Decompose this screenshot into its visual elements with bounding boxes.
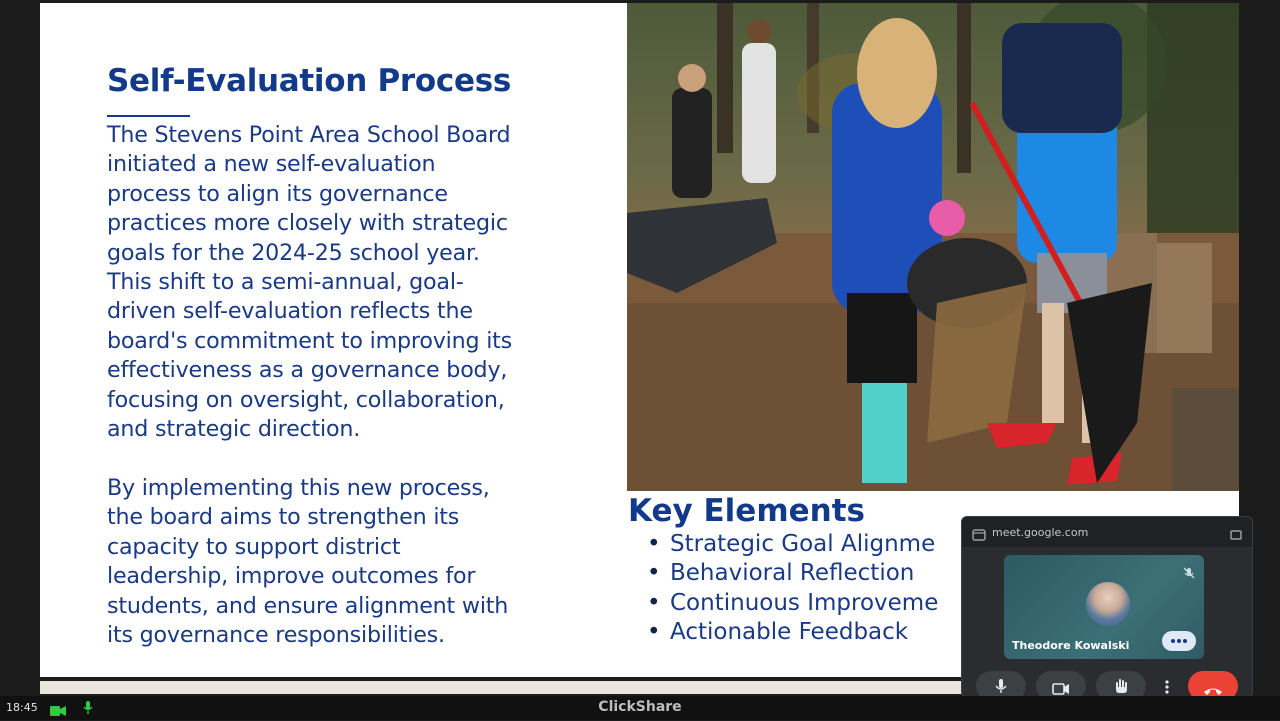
- list-item: [647, 559, 938, 588]
- more-vert-icon: [1165, 679, 1169, 693]
- participant-name: Theodore Kowalski: [1012, 639, 1130, 652]
- taskbar: [0, 696, 1280, 720]
- slide-title: Self-Evaluation Process: [107, 63, 512, 99]
- tab-icon: [972, 526, 986, 538]
- mic-off-icon: [1182, 565, 1196, 579]
- paragraph-line: The Stevens Point Area School Board: [107, 122, 511, 148]
- list-item: [647, 618, 938, 647]
- mic-button[interactable]: [976, 671, 1026, 698]
- paragraph-line: practices more closely with strategic: [107, 210, 508, 237]
- list-item: [647, 530, 938, 559]
- bullet-icon: •: [647, 560, 661, 587]
- bullet-icon: •: [647, 531, 661, 557]
- paragraph-line: its governance responsibilities.: [107, 622, 445, 649]
- more-icon[interactable]: [1162, 631, 1196, 651]
- key-element-text: Strategic Goal Alignme: [670, 531, 936, 557]
- meet-url: meet.google.com: [992, 525, 1089, 539]
- more-options-button[interactable]: [1156, 671, 1178, 698]
- key-element-text: Behavioral Reflection: [670, 560, 915, 587]
- paragraph-line: leadership, improve outcomes for: [107, 563, 476, 590]
- title-underline: [107, 115, 190, 117]
- raise-hand-button[interactable]: [1096, 671, 1146, 698]
- call-controls: [962, 667, 1252, 697]
- paragraph-line: board's commitment to improving its: [107, 327, 513, 354]
- key-elements-heading: Key Elements: [628, 493, 865, 529]
- paragraph-line: By implementing this new process,: [107, 475, 490, 501]
- key-elements-list: [647, 530, 938, 648]
- paragraph-line: initiated a new self-evaluation: [107, 151, 436, 178]
- key-element-text: Actionable Feedback: [670, 619, 909, 646]
- paragraph-line: capacity to support district: [107, 533, 401, 560]
- end-call-button[interactable]: [1188, 671, 1238, 698]
- paragraph-line: process to align its governance: [107, 180, 448, 207]
- clock: 18:45: [6, 701, 38, 714]
- paragraph-line: students, and ensure alignment with: [107, 592, 509, 619]
- camera-icon: [1052, 680, 1070, 692]
- participant-avatar: [1086, 582, 1130, 626]
- list-item: [647, 589, 938, 618]
- camera-button[interactable]: [1036, 671, 1086, 698]
- end-call-icon: [1203, 681, 1223, 691]
- goals-paragraph: [107, 474, 597, 650]
- key-element-text: Continuous Improveme: [670, 589, 939, 616]
- paragraph-line: effectiveness as a governance body,: [107, 357, 508, 384]
- paragraph-line: goals for the 2024-25 school year.: [107, 239, 480, 266]
- mic-icon: [995, 678, 1007, 694]
- paragraph-line: This shift to a semi-annual, goal-: [107, 269, 464, 296]
- open-window-icon[interactable]: [1230, 526, 1242, 538]
- meet-pip-window[interactable]: [961, 516, 1253, 698]
- clickshare-brand: ClickShare: [598, 699, 682, 715]
- paragraph-line: driven self-evaluation reflects the: [107, 298, 473, 325]
- raise-hand-icon: [1114, 678, 1128, 694]
- students-raking-mulch-photo: [627, 3, 1239, 491]
- meet-title-bar[interactable]: [962, 517, 1252, 547]
- paragraph-line: the board aims to strengthen its: [107, 504, 460, 531]
- paragraph-line: and strategic direction.: [107, 416, 361, 443]
- bullet-icon: •: [647, 589, 661, 616]
- participant-tile[interactable]: [1004, 555, 1204, 659]
- bullet-icon: •: [647, 619, 661, 646]
- photo-illustration: [627, 3, 1239, 491]
- paragraph-line: focusing on oversight, collaboration,: [107, 386, 505, 413]
- intro-paragraph: [107, 121, 597, 444]
